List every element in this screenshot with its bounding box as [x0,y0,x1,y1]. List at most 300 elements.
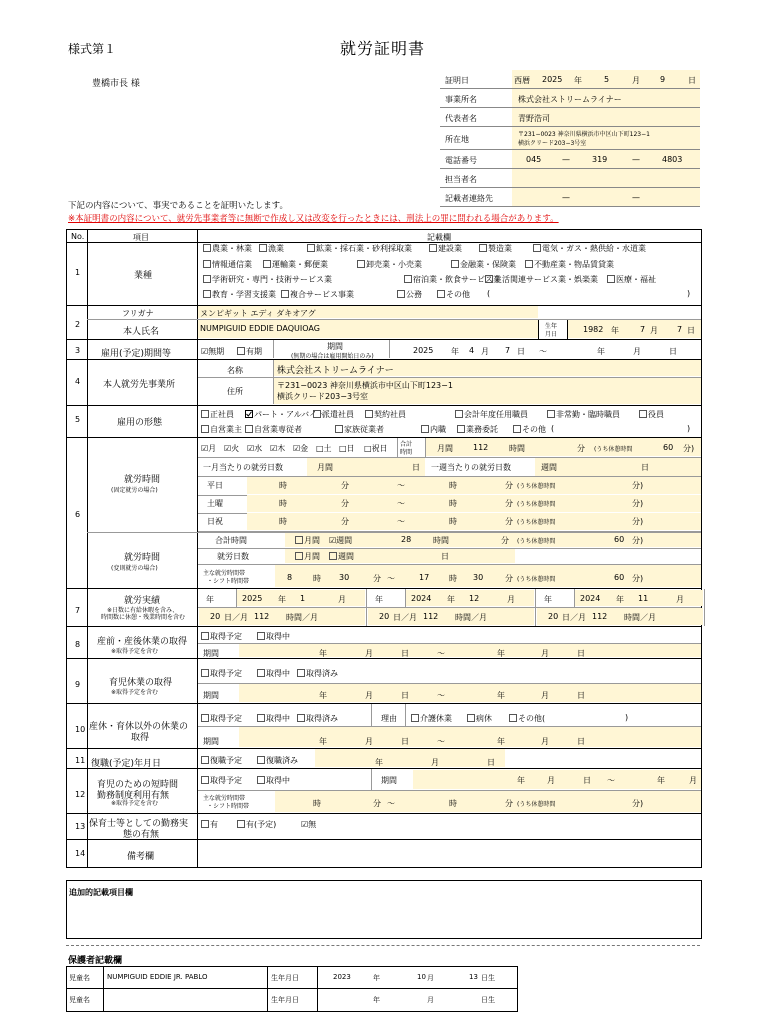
row-number: 7 [75,606,81,615]
industry-label: 業種 [134,271,153,281]
childcare-completed-option[interactable] [297,668,338,679]
date-unit: 月 [547,776,555,785]
remarks-field[interactable] [198,840,701,866]
period-label: 期間 [203,737,219,746]
reason-other-option[interactable] [509,713,545,724]
rest-label: (うち休憩時間 [517,801,556,808]
form-number: 様式第１ [68,42,117,56]
option-label: 電気・ガス・熱供給・水道業 [542,244,646,253]
record-days: 20 [210,612,221,621]
name-label: 本人氏名 [123,327,160,337]
record-year: 2025 [242,594,263,603]
workplace-name-label: 名称 [227,366,243,375]
schedule-row-label: 平日 [207,481,223,490]
option-label: 製造業 [488,244,512,253]
child-dob-day: 13 [469,973,478,981]
contact-separator: — [632,193,640,202]
checkbox-icon[interactable] [313,410,321,418]
industry-option[interactable] [203,289,276,300]
nursery-staff-label: 保育士等としての勤務実 [89,819,189,829]
date-unit: 〜 [437,649,445,658]
date-unit: 年 [319,691,327,700]
industry-option[interactable] [307,243,412,254]
row-number: 6 [75,510,81,519]
rest-close: 分) [632,799,644,808]
checkbox-icon[interactable] [429,244,437,252]
legal-warning: ※本証明書の内容について、就労先事業者等に無断で作成し又は改変を行ったときには、刑法上の罪に問われる場合があります。 [68,214,559,224]
option-label: 公務 [406,290,422,299]
cert-day: 9 [660,75,666,84]
employment-type-option[interactable] [457,424,498,435]
employment-type-option[interactable] [547,409,620,420]
industry-option[interactable] [525,259,614,270]
fixed-hours-sub: (固定就労の場合) [111,487,158,494]
minute-unit: 分 [505,799,513,808]
days-per-month-label: 一月当たりの就労日数 [203,463,283,472]
yes-planned-label: 有(予定) [246,820,277,829]
hours-unit: 時間／月 [624,613,656,622]
phone-row [440,150,700,169]
company-label: 事業所名 [445,95,477,104]
weekday-option[interactable]: ☑金 [293,444,309,453]
days-unit: 日 [441,552,449,561]
start-month: 4 [469,346,475,355]
nursery-staff-label: 態の有無 [123,830,160,840]
date-unit: 月 [541,691,549,700]
year-unit: 年 [278,595,286,604]
paren-close: ) [687,289,691,298]
row-number: 2 [75,320,81,329]
month-unit: 月 [632,76,640,85]
month-unit: 月 [338,595,346,604]
fixed-total-hours: 112 [473,443,489,452]
row-number: 13 [75,822,86,831]
option-label: 会計年度任用職員 [464,410,528,419]
checkbox-icon[interactable] [451,260,459,268]
staff-field[interactable] [512,169,700,187]
checkbox-icon[interactable] [397,290,405,298]
monthly-label: 月間 [437,444,453,453]
checkbox-icon[interactable] [281,290,289,298]
representative-name: 青野浩司 [518,114,550,123]
days-unit: 日／月 [393,613,417,622]
dob-month: 7 [640,325,646,334]
checkbox-icon[interactable] [201,425,209,433]
date-unit: 年 [497,691,505,700]
range-tilde: 〜 [387,574,395,583]
date-unit: 〜 [437,691,445,700]
minute-unit: 分 [505,517,513,526]
weekday-option[interactable]: ☑水 [247,444,263,453]
day-unit: 日 [517,347,525,356]
industry-option[interactable] [397,289,422,300]
hour-unit: 時 [313,799,321,808]
childcare-ongoing-option[interactable] [257,668,290,679]
range-tilde: 〜 [397,481,405,490]
fixed-total-hours-field[interactable] [426,438,701,456]
divider [704,589,705,626]
rest-label: (うち休憩時間 [594,446,633,453]
option-label: 宿泊業・飲食サービス業 [413,275,501,284]
period-label: 期間 [327,342,343,351]
date-unit: 年 [497,737,505,746]
ongoing-label: 取得中 [266,714,290,723]
ongoing-label: 取得中 [266,669,290,678]
industry-option[interactable] [437,289,470,300]
variable-hours-sub: (変則就労の場合) [111,565,158,572]
employment-type-option[interactable] [201,409,234,420]
return-planned-option[interactable] [201,755,242,766]
month-unit: 月 [427,996,434,1004]
period-label: 期間 [203,649,219,658]
checkbox-icon[interactable] [437,290,445,298]
child-dob-month: 10 [417,973,426,981]
checkbox-icon[interactable] [421,425,429,433]
dob-year: 1982 [583,325,604,334]
period-note: (無期の場合は雇用開始日のみ) [291,353,374,360]
furigana-value: ヌンピギット エディ ダキオアグ [200,309,316,318]
workplace-address-label: 住所 [227,387,243,396]
weekday-option[interactable]: ☑火 [224,444,240,453]
checkbox-icon[interactable] [203,244,211,252]
employment-type-option[interactable] [201,424,242,435]
record-month: 12 [469,594,480,603]
employment-type-option[interactable] [245,424,302,435]
childcare-leave-label: 育児休業の取得 [109,678,173,688]
hour-unit: 時 [279,499,287,508]
weekday-option[interactable]: □祝日 [364,444,388,453]
industry-option[interactable] [263,259,328,270]
checkbox-icon[interactable] [607,275,615,283]
weekday-option[interactable]: ☑木 [270,444,286,453]
ongoing-label: 取得中 [266,632,290,641]
minute-unit: 分 [341,517,349,526]
date-unit: 日 [577,691,585,700]
year-unit: 年 [373,996,380,1004]
childcare-period-field[interactable] [239,684,701,702]
phone-field[interactable] [512,150,700,168]
option-label: 建設業 [438,244,462,253]
paren-close: ) [687,424,691,433]
record-year: 2024 [580,594,601,603]
checkbox-icon[interactable] [365,410,373,418]
industry-option[interactable] [281,289,354,300]
furigana-label: フリガナ [122,309,154,318]
other-completed-option[interactable] [297,713,338,724]
variable-monthly-option[interactable] [295,535,320,546]
reason-sick-option[interactable] [467,713,492,724]
minute-unit: 分 [505,499,513,508]
divider [198,531,701,532]
date-unit: 年 [319,649,327,658]
year-unit: 年 [544,595,552,604]
option-label: 複合サービス事業 [290,290,354,299]
variable-days-monthly-label: 月間 [304,552,320,561]
nursery-yes-option[interactable] [201,819,218,830]
workplace-label: 本人就労先事業所 [103,380,176,390]
month-unit: 月 [650,326,658,335]
checkbox-icon[interactable] [357,260,365,268]
hour-unit: 時 [279,481,287,490]
day-unit: 日 [487,758,495,767]
col-item-header: 項目 [133,233,149,242]
hour-unit: 時 [449,574,457,583]
day-unit: 日 [687,326,695,335]
hour-unit: 時 [449,481,457,490]
hour-unit: 時 [449,499,457,508]
option-label: 非常勤・臨時職員 [556,410,620,419]
dob-day: 7 [677,325,683,334]
checkbox-icon[interactable] [263,260,271,268]
date-unit: 日 [401,691,409,700]
employment-type-option[interactable] [421,424,446,435]
checkbox-icon[interactable] [639,410,647,418]
hours-unit: 時間 [433,536,449,545]
variable-days-monthly[interactable] [295,551,320,562]
industry-option[interactable] [259,243,284,254]
addressee: 豊橋市長 様 [92,79,140,89]
date-unit: 月 [541,649,549,658]
other-leave-period-field[interactable] [239,727,701,747]
industry-option[interactable] [607,274,656,285]
employment-type-option[interactable] [335,424,384,435]
cert-year: 2025 [542,75,563,84]
childcare-planned-option[interactable] [201,668,242,679]
minutes-unit: 分 [501,536,509,545]
dob-label: 生年 [545,323,558,330]
days-unit: 日 [412,463,420,472]
checkbox-icon[interactable] [203,290,211,298]
checkbox-icon[interactable] [485,275,493,283]
year-unit: 年 [447,595,455,604]
phone-separator: — [632,155,640,164]
maternity-period-field[interactable] [239,644,701,657]
phone-separator: — [562,155,570,164]
option-label: パート・アルバイト [254,410,326,419]
industry-option[interactable] [485,274,598,285]
minute-unit: 分 [373,574,381,583]
cert-month: 5 [604,75,610,84]
return-date-label: 復職(予定)年月日 [91,759,162,769]
planned-label: 取得予定 [210,714,242,723]
cert-date-row [440,70,700,89]
date-unit: 年 [657,776,665,785]
other-leave-label: 産休・育休以外の休業の [89,722,189,732]
industry-option[interactable] [479,243,512,254]
shift-label: ・シフト時間帯 [207,578,250,585]
employment-type-option[interactable] [313,409,354,420]
date-unit: 年 [517,776,525,785]
hour-unit: 時 [279,517,287,526]
cut-line [66,945,700,946]
rest-close: 分) [632,517,644,526]
return-planned-label: 復職予定 [210,756,242,765]
year-unit: 年 [206,595,214,604]
rest-close: 分) [632,574,644,583]
representative-field[interactable] [512,108,700,126]
employment-type-option[interactable] [639,409,664,420]
checkbox-icon[interactable] [513,425,521,433]
reason-care-option[interactable] [411,713,452,724]
checkbox-icon[interactable] [307,244,315,252]
child-dob-label: 生年月日 [271,996,299,1004]
workplace-address-line1: 〒231−0023 神奈川県横浜市中区山下町123−1 [277,381,453,390]
year-unit: 年 [451,347,459,356]
option-label: 生活関連サービス業・娯楽業 [494,275,598,284]
industry-option[interactable] [429,243,462,254]
row-number: 3 [75,346,81,355]
option-label: その他 [522,425,546,434]
date-unit: 日 [583,776,591,785]
return-done-option[interactable] [257,755,298,766]
additional-items-box[interactable] [66,880,702,939]
cert-date-field[interactable] [512,70,700,88]
other-ongoing-option[interactable] [257,713,290,724]
checkbox-icon[interactable] [533,244,541,252]
record-hours: 112 [423,612,439,621]
schedule-row-label: 土曜 [207,499,223,508]
option-label: 自営業主 [210,425,242,434]
period-label: 期間 [381,776,397,785]
employment-type-option[interactable] [455,409,528,420]
weekday-option[interactable]: □日 [339,444,355,453]
contact-row [440,188,700,207]
reason-label: 理由 [381,714,397,723]
checkbox-icon[interactable] [245,425,253,433]
workplace-name: 株式会社ストリームライナー [277,366,394,376]
total-hours-label: 時間 [400,449,413,456]
industry-option[interactable] [203,274,332,285]
return-date-field[interactable] [315,749,505,767]
address-field[interactable] [512,127,700,149]
company-field[interactable] [512,89,700,107]
variable-weekly-option[interactable]: ☑週間 [329,536,353,545]
checkbox-icon[interactable] [455,410,463,418]
checkbox-icon[interactable] [201,410,209,418]
date-unit: 月 [365,691,373,700]
rest-label: (うち休憩時間 [517,519,556,526]
option-label: 不動産業・物品賃貸業 [534,260,614,269]
variable-total-hours: 28 [401,535,412,544]
industry-option[interactable] [357,259,422,270]
short-ongoing-option[interactable] [257,775,290,786]
weekday-option[interactable]: □土 [316,444,332,453]
checkbox-icon[interactable] [203,275,211,283]
checkbox-icon[interactable] [525,260,533,268]
phone-part2: 319 [592,155,608,164]
sick-leave-label: 病休 [476,714,492,723]
nursery-no-option[interactable]: ☑無 [301,820,317,829]
short-hours-sub: ※取得予定を含む [111,800,159,807]
checkbox-icon[interactable] [245,410,253,418]
weekday-option[interactable]: ☑月 [201,444,217,453]
checkbox-icon[interactable] [547,410,555,418]
option-label: 契約社員 [374,410,406,419]
option-label: その他 [446,290,470,299]
employment-type-option[interactable] [365,409,406,420]
industry-option[interactable] [203,259,252,270]
rest-close: 分) [632,481,644,490]
minute-unit: 分 [505,481,513,490]
month-unit: 月 [676,595,684,604]
fixed-rest-minutes: 60 [663,443,674,452]
childcare-leave-sub: ※取得予定を含む [111,689,159,696]
checkbox-icon[interactable] [479,244,487,252]
days-per-week-field[interactable] [535,458,701,476]
record-year: 2024 [411,594,432,603]
checkbox-icon[interactable] [457,425,465,433]
record-days: 20 [379,612,390,621]
date-unit: 〜 [437,737,445,746]
representative-label: 代表者名 [445,114,477,123]
industry-option[interactable] [451,259,516,270]
row-number: 5 [75,415,81,424]
option-label: 金融業・保険業 [460,260,516,269]
record-days: 20 [548,612,559,621]
industry-option[interactable] [203,243,252,254]
range-tilde: 〜 [397,517,405,526]
additional-items-label: 追加的記載項目欄 [69,888,133,897]
contact-field[interactable] [512,188,700,206]
option-label: 家族従業者 [344,425,384,434]
variable-days-weekly[interactable] [329,551,354,562]
checkbox-icon[interactable] [404,275,412,283]
name-value: NUMPIGUID EDDIE DAQUIOAG [200,324,320,333]
indefinite-checkbox[interactable]: ☑無期 [201,347,225,356]
maternity-leave-sub: ※取得予定を含む [111,648,159,655]
nursery-planned-option[interactable] [237,819,276,830]
maternity-planned-option[interactable] [201,631,242,642]
row-number: 12 [75,790,86,799]
date-unit: 年 [497,649,505,658]
minute-unit: 分 [341,499,349,508]
address-row [440,127,700,150]
start-day: 7 [505,346,511,355]
rest-label: (うち休憩時間 [517,483,556,490]
checkbox-icon[interactable] [203,260,211,268]
child-dob-label: 生年月日 [271,974,299,982]
fixed-hours-label: 就労時間 [124,475,161,485]
checkbox-icon[interactable] [335,425,343,433]
shift-end-hour: 17 [419,573,430,582]
maternity-ongoing-option[interactable] [257,631,290,642]
date-unit: 日 [401,649,409,658]
short-planned-option[interactable] [201,775,242,786]
divider [198,607,701,608]
industry-option[interactable] [533,243,646,254]
care-leave-label: 介護休業 [420,714,452,723]
total-hours-label: 合計 [400,441,413,448]
contact-separator: — [562,193,570,202]
option-label: 業務委託 [466,425,498,434]
rest-label: (うち休憩時間 [517,501,556,508]
period-label: 期間 [203,691,219,700]
days-unit: 日／月 [562,613,586,622]
col-no-header: No. [71,232,85,241]
variable-days-label: 就労日数 [217,552,249,561]
option-label: 役員 [648,410,664,419]
checkbox-icon[interactable] [259,244,267,252]
date-unit: 日 [577,737,585,746]
rest-close: 分) [632,499,644,508]
days-unit: 日／月 [224,613,248,622]
employment-type-option[interactable] [513,424,546,435]
other-planned-option[interactable] [201,713,242,724]
shift-start-minute: 30 [339,573,350,582]
child-dob-year: 2023 [333,973,351,981]
fixed-term-checkbox[interactable] [237,346,262,357]
phone-part1: 045 [526,155,542,164]
